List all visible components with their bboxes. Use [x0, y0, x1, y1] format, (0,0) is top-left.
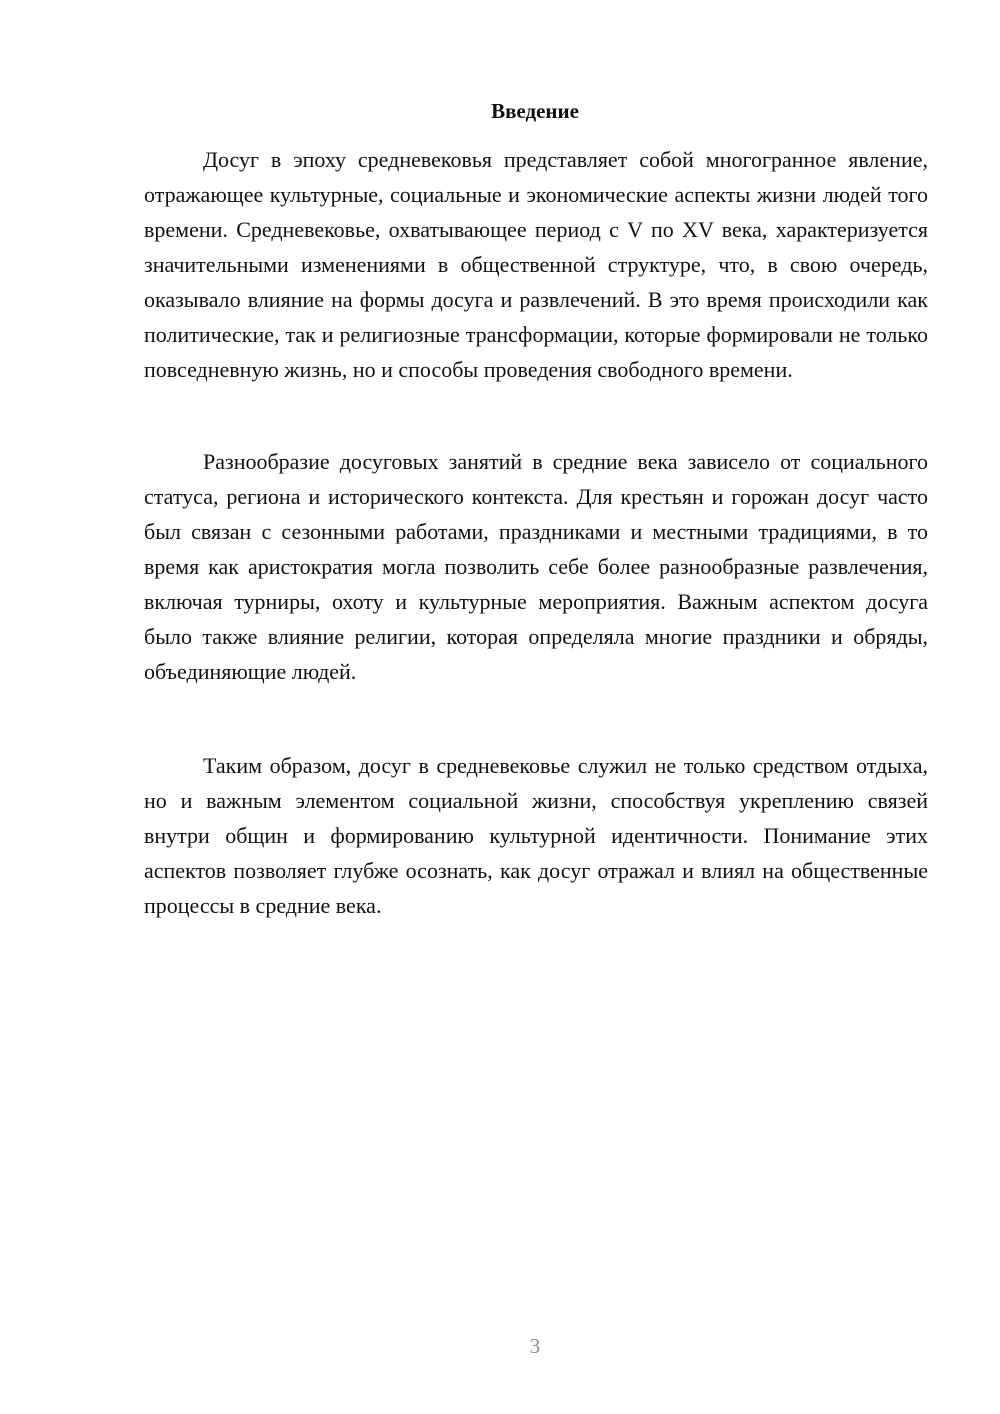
paragraph-3: Таким образом, досуг в средневековье служил не только средством отдыха, но и важным элементом социальной жизни, способствуя укреплению связей внутри общин и формированию культурной идентичности. Понимание этих аспектов позволяет глубже осознать, как досуг отражал и влиял на общественные процессы в средние века.: [144, 753, 928, 918]
paragraph-1: Досуг в эпоху средневековья представляет собой многогранное явление, отражающее культурные, социальные и экономические аспекты жизни людей того времени. Средневековье, охватывающее период с V по XV века, характеризуется значительными изменениями в общественной структуре, что, в свою очередь, оказывало влияние на формы досуга и развлечений. В это время происходили как политические, так и религиозные трансформации, которые формировали не только повседневную жизнь, но и способы проведения свободного времени.: [144, 147, 928, 382]
page-number: 3: [529, 1334, 541, 1358]
section-title: Введение: [491, 99, 579, 123]
paragraph-2: Разнообразие досуговых занятий в средние века зависело от социального статуса, региона и исторического контекста. Для крестьян и горожан досуг часто был связан с сезонными работами, праздниками и местными традициями, в то время как аристократия могла позволить себе более разнообразные развлечения, включая турниры, охоту и культурные мероприятия. Важным аспектом досуга было также влияние религии, которая определяла многие праздники и обряды, объединяющие людей.: [144, 449, 928, 684]
